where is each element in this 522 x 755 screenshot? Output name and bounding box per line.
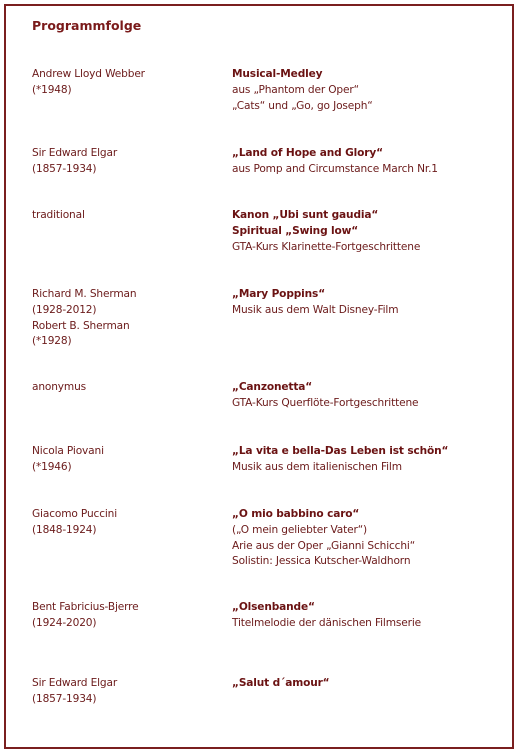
work-description: („O mein geliebter Vater“) <box>232 523 368 536</box>
composer-column <box>32 208 222 224</box>
composer-line: Nicola Piovani <box>32 445 104 457</box>
work-title: Musical-Medley <box>232 68 323 80</box>
composer-line: anonymus <box>32 381 87 393</box>
work-column <box>232 67 517 114</box>
work-column <box>232 676 517 692</box>
work-description: GTA-Kurs Klarinette-Fortgeschrittene <box>232 240 421 253</box>
composer-line: (*1946) <box>32 460 72 473</box>
composer-line: Robert B. Sherman <box>32 319 130 332</box>
work-title: „Land of Hope and Glory“ <box>232 147 383 159</box>
composer-line: (1857-1934) <box>32 692 97 705</box>
work-column <box>232 146 517 178</box>
work-description: Musik aus dem Walt Disney-Film <box>232 303 399 316</box>
composer-line: Sir Edward Elgar <box>32 147 118 159</box>
work-description: Musik aus dem italienischen Film <box>232 460 402 473</box>
work-description: GTA-Kurs Querflöte-Fortgeschrittene <box>232 396 419 409</box>
page-title: Programmfolge <box>32 18 142 33</box>
composer-line: (*1948) <box>32 83 72 96</box>
work-column <box>232 287 517 319</box>
page-border <box>4 4 514 749</box>
composer-column <box>32 146 222 178</box>
composer-line: (1848-1924) <box>32 523 97 536</box>
work-column <box>232 208 517 255</box>
work-title: Spiritual „Swing low“ <box>232 224 359 237</box>
composer-line: Andrew Lloyd Webber <box>32 68 145 80</box>
work-description: Solistin: Jessica Kutscher-Waldhorn <box>232 555 411 568</box>
composer-line: (1924-2020) <box>32 616 97 629</box>
composer-line: (1928-2012) <box>32 303 97 316</box>
work-title: „Olsenbande“ <box>232 601 315 613</box>
work-title: „Mary Poppins“ <box>232 288 326 300</box>
composer-column <box>32 676 222 708</box>
composer-line: (*1928) <box>32 335 72 348</box>
work-title: „La vita e bella-Das Leben ist schön“ <box>232 445 449 457</box>
work-title: „Salut d´amour“ <box>232 677 330 689</box>
work-description: Arie aus der Oper „Gianni Schicchi“ <box>232 539 416 552</box>
work-column <box>232 507 517 570</box>
work-description: aus „Phantom der Oper“ <box>232 83 359 96</box>
work-description: Titelmelodie der dänischen Filmserie <box>232 616 421 629</box>
composer-line: Sir Edward Elgar <box>32 677 118 689</box>
composer-line: Bent Fabricius-Bjerre <box>32 601 139 613</box>
composer-column <box>32 507 222 539</box>
composer-line: (1857-1934) <box>32 162 97 175</box>
composer-line: Richard M. Sherman <box>32 288 137 300</box>
composer-column <box>32 600 222 632</box>
work-title: Kanon „Ubi sunt gaudia“ <box>232 209 379 221</box>
composer-column <box>32 380 222 396</box>
work-description: aus Pomp and Circumstance March Nr.1 <box>232 162 438 175</box>
composer-line: Giacomo Puccini <box>32 508 118 520</box>
work-description: „Cats“ und „Go, go Joseph“ <box>232 99 373 112</box>
composer-column <box>32 444 222 476</box>
work-title: „O mio babbino caro“ <box>232 508 360 520</box>
work-title: „Canzonetta“ <box>232 381 313 393</box>
composer-column <box>32 67 222 99</box>
work-column <box>232 380 517 412</box>
composer-column <box>32 287 222 350</box>
work-column <box>232 444 517 476</box>
composer-line: traditional <box>32 209 85 221</box>
work-column <box>232 600 517 632</box>
